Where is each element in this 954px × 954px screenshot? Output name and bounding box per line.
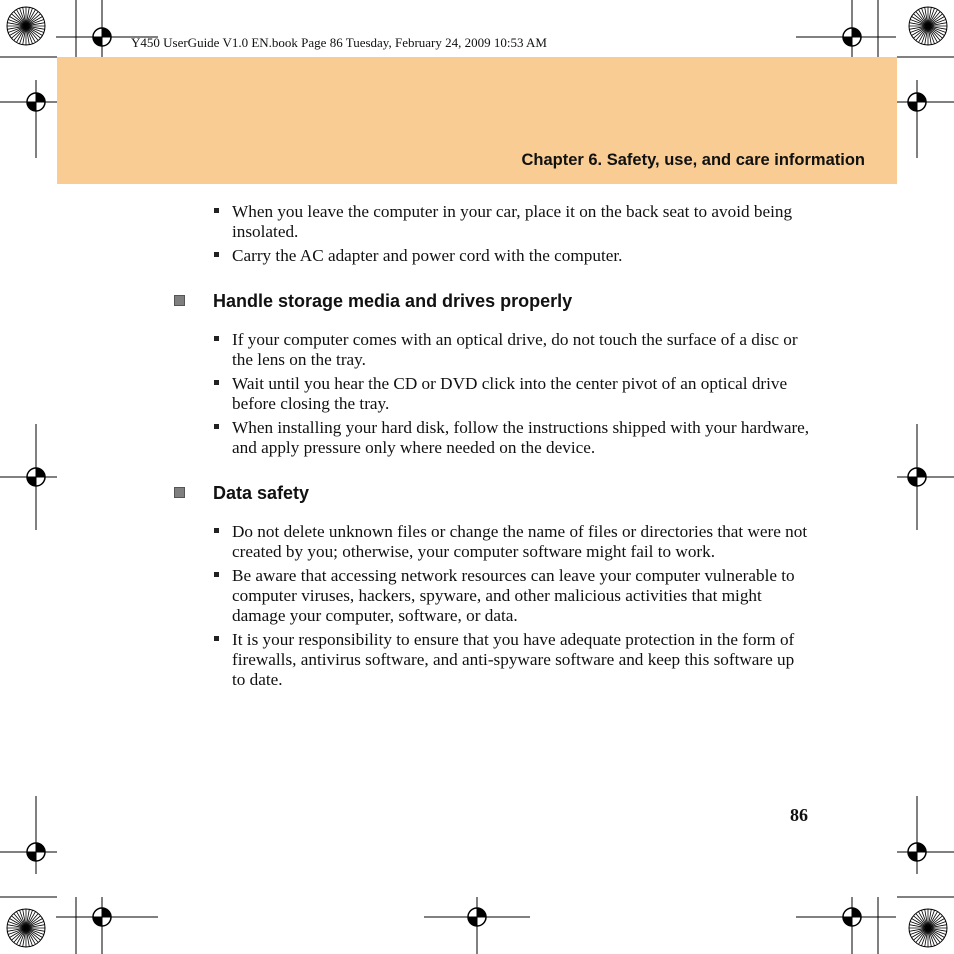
data-safety-bullet-list bbox=[170, 522, 810, 690]
registration-crosshair-icon bbox=[834, 19, 870, 55]
list-item: When you leave the computer in your car, place it on the back seat to avoid being insolated. bbox=[170, 202, 810, 242]
bullet-icon bbox=[214, 252, 219, 257]
section-heading-data-safety: Data safety bbox=[170, 482, 810, 504]
square-bullet-icon bbox=[174, 487, 185, 498]
section-heading-storage: Handle storage media and drives properly bbox=[170, 290, 810, 312]
book-slug-line: Y450 UserGuide V1.0 EN.book Page 86 Tuesday, February 24, 2009 10:53 AM bbox=[131, 35, 547, 50]
registration-starburst-icon bbox=[909, 909, 947, 947]
bullet-icon bbox=[214, 528, 219, 533]
bullet-icon bbox=[214, 336, 219, 341]
registration-crosshair-icon bbox=[899, 459, 935, 495]
registration-crosshair-icon bbox=[459, 899, 495, 935]
storage-bullet-list bbox=[170, 330, 810, 458]
bullet-icon bbox=[214, 572, 219, 577]
bullet-icon bbox=[214, 380, 219, 385]
list-item: If your computer comes with an optical drive, do not touch the surface of a disc or the lens on the tray. bbox=[170, 330, 810, 370]
registration-crosshair-icon bbox=[899, 834, 935, 870]
list-item: Carry the AC adapter and power cord with the computer. bbox=[170, 246, 810, 266]
bullet-icon bbox=[214, 424, 219, 429]
list-item: Wait until you hear the CD or DVD click into the center pivot of an optical drive before closing the tray. bbox=[170, 374, 810, 414]
page-content bbox=[170, 202, 810, 694]
chapter-title: Chapter 6. Safety, use, and care information bbox=[521, 151, 865, 169]
page-number: 86 bbox=[790, 805, 808, 825]
bullet-icon bbox=[214, 208, 219, 213]
registration-crosshair-icon bbox=[18, 459, 54, 495]
registration-starburst-icon bbox=[7, 7, 45, 45]
registration-starburst-icon bbox=[7, 909, 45, 947]
list-item: Do not delete unknown files or change the name of files or directories that were not created by you; otherwise, your computer software might fail to work. bbox=[170, 522, 810, 562]
bullet-icon bbox=[214, 636, 219, 641]
square-bullet-icon bbox=[174, 295, 185, 306]
list-item: When installing your hard disk, follow the instructions shipped with your hardware, and apply pressure only where needed on the device. bbox=[170, 418, 810, 458]
registration-crosshair-icon bbox=[899, 84, 935, 120]
intro-bullet-list bbox=[170, 202, 810, 266]
registration-crosshair-icon bbox=[84, 899, 120, 935]
registration-crosshair-icon bbox=[18, 834, 54, 870]
list-item: Be aware that accessing network resources can leave your computer vulnerable to computer viruses, hackers, spyware, and other malicious activities that might damage your computer, software, or data. bbox=[170, 566, 810, 626]
registration-starburst-icon bbox=[909, 7, 947, 45]
list-item: It is your responsibility to ensure that you have adequate protection in the form of firewalls, antivirus software, and anti-spyware software and keep this software up to date. bbox=[170, 630, 810, 690]
registration-crosshair-icon bbox=[84, 19, 120, 55]
registration-crosshair-icon bbox=[18, 84, 54, 120]
registration-crosshair-icon bbox=[834, 899, 870, 935]
